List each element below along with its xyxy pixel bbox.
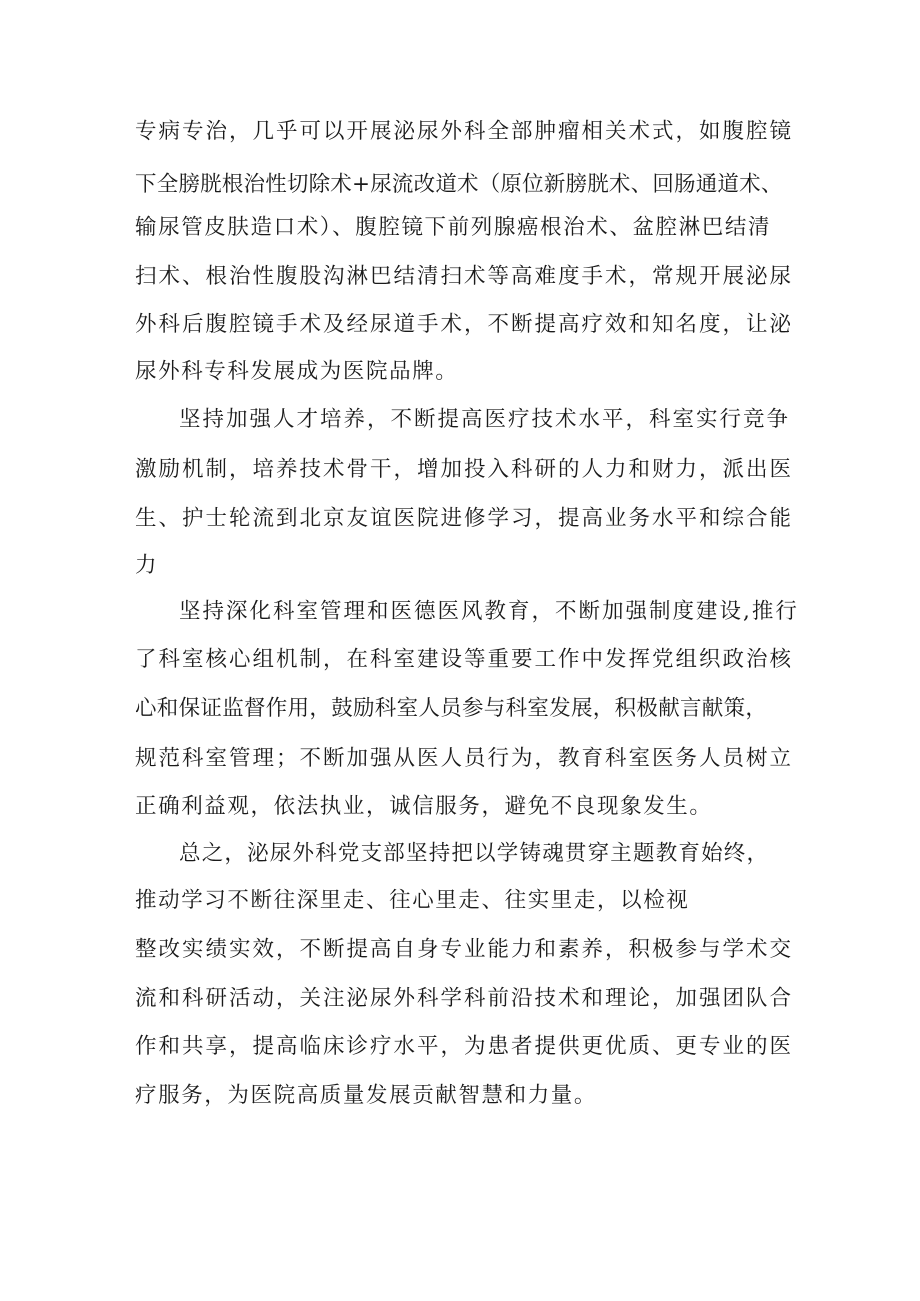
line-10: 力 [135, 553, 157, 578]
line-9: 生、护士轮流到北京友谊医院进修学习，提高业务水平和综合能 [135, 506, 794, 531]
line-18: 整改实绩实效，不断提高自身专业能力和素养，积极参与学术交 [135, 937, 794, 962]
line-2: 下全膀胱根治性切除术+尿流改道术（原位新膀胱术、回肠通道术、 [135, 172, 783, 197]
line-20: 作和共享，提高临床诊疗水平，为患者提供更优质、更专业的医 [135, 1034, 794, 1059]
line-16: 总之，泌尿外科党支部坚持把以学铸魂贯穿主题教育始终， [179, 841, 770, 866]
line-5: 外科后腹腔镜手术及经尿道手术，不断提高疗效和知名度，让泌 [135, 312, 794, 337]
line-1: 专病专治，几乎可以开展泌尿外科全部肿瘤相关术式，如腹腔镜 [135, 119, 794, 144]
line-15: 正确利益观，依法执业，诚信服务，避免不良现象发生。 [135, 794, 713, 819]
line-11: 坚持深化科室管理和医德医风教育，不断加强制度建设,推行 [179, 599, 799, 624]
line-17: 推动学习不断往深里走、往心里走、往实里走，以检视 [135, 888, 690, 913]
line-21: 疗服务，为医院高质量发展贡献智慧和力量。 [135, 1083, 598, 1108]
line-6: 尿外科专科发展成为医院品牌。 [135, 359, 459, 384]
line-7: 坚持加强人才培养，不断提高医疗技术水平，科室实行竞争 [179, 407, 791, 432]
line-8: 激励机制，培养技术骨干，增加投入科研的人力和财力，派出医 [135, 457, 794, 482]
line-14: 规范科室管理；不断加强从医人员行为，教育科室医务人员树立 [135, 746, 794, 771]
line-4: 扫术、根治性腹股沟淋巴结清扫术等高难度手术，常规开展泌尿 [135, 264, 794, 289]
line-12: 了科室核心组机制，在科室建设等重要工作中发挥党组织政治核 [135, 647, 794, 672]
line-13: 心和保证监督作用，鼓励科室人员参与科室发展，积极献言献策， [135, 696, 768, 721]
line-3: 输尿管皮肤造口术）、腹腔镜下前列腺癌根治术、盆腔淋巴结清 [135, 215, 772, 240]
line-19: 流和科研活动，关注泌尿外科学科前沿技术和理论，加强团队合 [135, 986, 794, 1011]
